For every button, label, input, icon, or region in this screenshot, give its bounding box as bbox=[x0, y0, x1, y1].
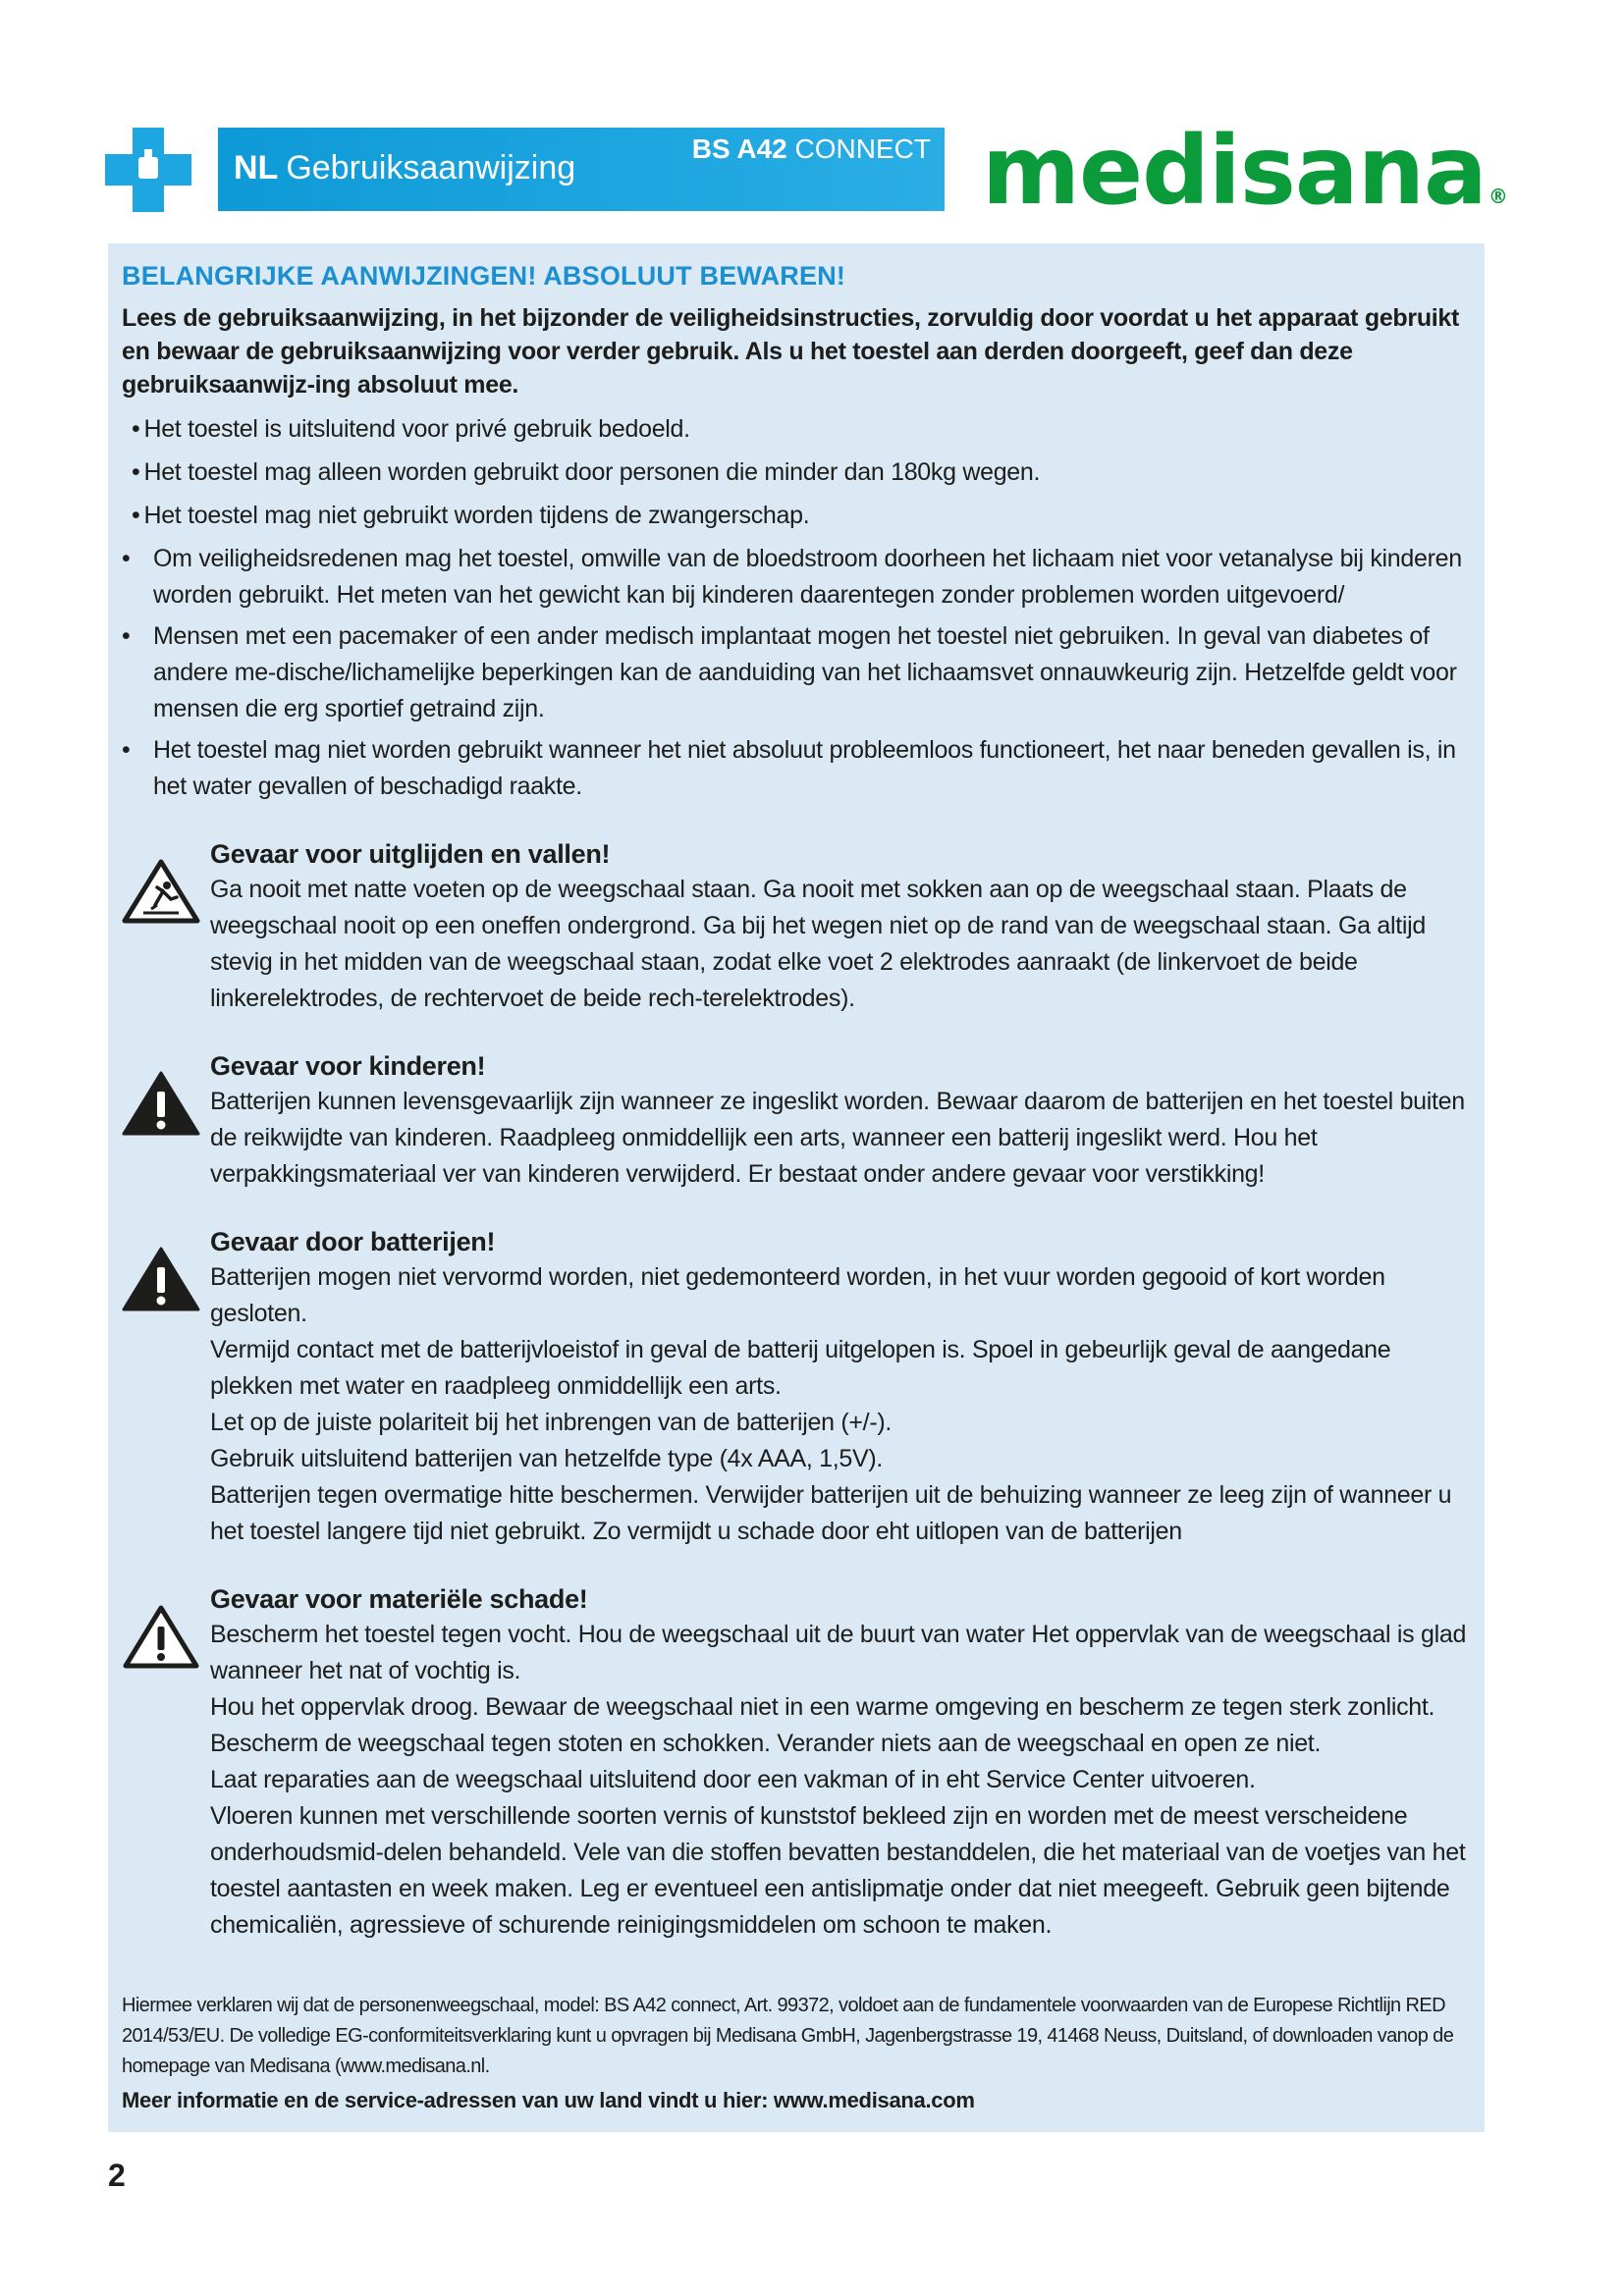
panel-title: BELANGRIJKE AANWIJZINGEN! ABSOLUUT BEWAREN! bbox=[122, 261, 846, 291]
list-item: • Het toestel mag niet gebruikt worden tijdens de zwangerschap. bbox=[132, 502, 810, 529]
warning-children bbox=[122, 1048, 1469, 1193]
brand-logo bbox=[982, 116, 1507, 226]
warning-text: Batterijen kunnen levensgevaarlijk zijn wanneer ze ingeslikt worden. Bewaar daarom de batterijen en het toestel buiten de reikwijdte van kinderen. Raadpleeg onmiddellijk een arts, wanneer een batterij ingeslikt werd. Hou het verpakkingsmateriaal ver van kinderen verwijderd. Er bestaat onder andere gevaar voor verstikking! bbox=[210, 1088, 1465, 1188]
language-title: Gebruiksaanwijzing bbox=[286, 149, 576, 187]
warning-filled-icon bbox=[122, 1070, 200, 1137]
warning-outline-icon bbox=[122, 1603, 200, 1670]
page-number: 2 bbox=[108, 2158, 126, 2193]
model-rest: CONNECT bbox=[794, 133, 931, 164]
model-bold: BS A42 bbox=[691, 133, 787, 164]
model-name bbox=[692, 133, 931, 165]
warning-text: Vloeren kunnen met verschillende soorten vernis of kunststof bekleed zijn en worden met de meest verscheidene onderhoudsmid-delen behandeld. Vele van die stoffen bevatten bestanddelen, die het materiaal van de voetjes van het toestel aantasten en week maken. Leg er eventueel een antislipmatje onder dat niet meegeeft. Gebruik geen bijtende chemicaliën, agressieve of schurende reinigingsmiddelen om schoon te maken. bbox=[210, 1802, 1466, 1939]
safety-panel bbox=[108, 243, 1485, 2132]
list-item: • Om veiligheidsredenen mag het toestel, omwille van de bloedstroom doorheen het lichaam niet voor vetanalyse bij kinderen worden gebruikt. Het meten van het gewicht kan bij kinderen daarentegen zonder problemen worden uitgevoerd/ bbox=[122, 545, 1462, 609]
brand-name: medisana bbox=[982, 116, 1487, 226]
warning-title: Gevaar voor uitglijden en vallen! bbox=[210, 839, 611, 869]
warning-batteries bbox=[122, 1224, 1469, 1550]
bullet-list bbox=[122, 411, 1469, 805]
warning-text: Let op de juiste polariteit bij het inbrengen van de batterijen (+/-). bbox=[210, 1409, 893, 1436]
document-title bbox=[234, 149, 575, 187]
warning-text: Laat reparaties aan de weegschaal uitsluitend door een vakman of in eht Service Center uitvoeren. bbox=[210, 1766, 1256, 1793]
warning-slip bbox=[122, 836, 1469, 1017]
warning-text: Ga nooit met natte voeten op de weegschaal staan. Ga nooit met sokken aan op de weegschaal staan. Plaats de weegschaal nooit op een oneffen ondergrond. Ga bij het wegen niet op de rand van de weegschaal staan. Ga altijd stevig in het midden van de weegschaal staan, zodat elke voet 2 elektrodes aanraakt (de linkervoet de beide linkerelektrodes, de rechtervoet de beide rech-terelektrodes). bbox=[210, 876, 1426, 1012]
warning-text: Hou het oppervlak droog. Bewaar de weegschaal niet in een warme omgeving en bescherm ze tegen sterk zonlicht. bbox=[210, 1693, 1435, 1721]
slip-warning-icon bbox=[122, 858, 200, 925]
warning-text: Gebruik uitsluitend batterijen van hetzelfde type (4x AAA, 1,5V). bbox=[210, 1445, 884, 1472]
warning-title: Gevaar voor materiële schade! bbox=[210, 1584, 588, 1614]
language-code: NL bbox=[234, 149, 279, 187]
warning-text: Batterijen tegen overmatige hitte beschermen. Verwijder batterijen uit de behuizing wanneer ze leeg zijn of wanneer u het toestel langere tijd niet gebruikt. Zo vermijdt u schade door eht uitlopen van de batterijen bbox=[210, 1481, 1452, 1545]
intro-text: Lees de gebruiksaanwijzing, in het bijzonder de veiligheidsinstructies, zorvuldig door voordat u het apparaat gebruikt en bewaar de gebruiksaanwijzing voor verder gebruik. Als u het toestel aan derden doorgeeft, geef dan deze gebruiksaanwijz-ing absoluut mee. bbox=[122, 304, 1460, 399]
warning-material-damage bbox=[122, 1581, 1469, 1944]
warning-text: Bescherm het toestel tegen vocht. Hou de weegschaal uit de buurt van water Het oppervlak van de weegschaal is glad wanneer het nat of vochtig is. bbox=[210, 1621, 1467, 1684]
list-item: • Het toestel mag alleen worden gebruikt door personen die minder dan 180kg wegen. bbox=[132, 458, 1041, 486]
more-info-link-text: Meer informatie en de service-adressen van uw land vindt u hier: www.medisana.com bbox=[122, 2088, 975, 2112]
warning-filled-icon bbox=[122, 1246, 200, 1312]
warning-title: Gevaar door batterijen! bbox=[210, 1227, 496, 1256]
warning-title: Gevaar voor kinderen! bbox=[210, 1051, 486, 1081]
medisana-cross-logo-icon bbox=[105, 128, 191, 212]
warning-text: Vermijd contact met de batterijvloeistof in geval de batterij uitgelopen is. Spoel in gebeurlijk geval de aangedane plekken met water en raadpleeg onmiddellijk een arts. bbox=[210, 1336, 1391, 1400]
list-item: • Het toestel is uitsluitend voor privé gebruik bedoeld. bbox=[132, 415, 690, 443]
list-item: • Het toestel mag niet worden gebruikt wanneer het niet absoluut probleemloos functioneert, het naar beneden gevallen is, in het water gevallen of beschadigd raakte. bbox=[122, 736, 1456, 800]
list-item: • Mensen met een pacemaker of een ander medisch implantaat mogen het toestel niet gebruiken. In geval van diabetes of andere me-dische/lichamelijke beperkingen kan de aanduiding van het lichaamsvet onnauwkeurig zijn. Hetzelfde geldt voor mensen die erg sportief getraind zijn. bbox=[122, 622, 1457, 722]
warning-text: Bescherm de weegschaal tegen stoten en schokken. Verander niets aan de weegschaal en open ze niet. bbox=[210, 1730, 1322, 1757]
conformity-declaration: Hiermee verklaren wij dat de personenweegschaal, model: BS A42 connect, Art. 99372, voldoet aan de fundamentele voorwaarden van de Europese Richtlijn RED 2014/53/EU. De volledige EG-conformiteitsverklaring kunt u opvragen bij Medisana GmbH, Jagenbergstrasse 19, 41468 Neuss, Duitsland, of downloaden vanop de homepage van Medisana (www.medisana.nl. bbox=[122, 1995, 1454, 2077]
brand-registered: ® bbox=[1488, 185, 1507, 208]
header-bar bbox=[218, 128, 945, 211]
warning-text: Batterijen mogen niet vervormd worden, niet gedemonteerd worden, in het vuur worden gegooid of kort worden gesloten. bbox=[210, 1263, 1385, 1327]
